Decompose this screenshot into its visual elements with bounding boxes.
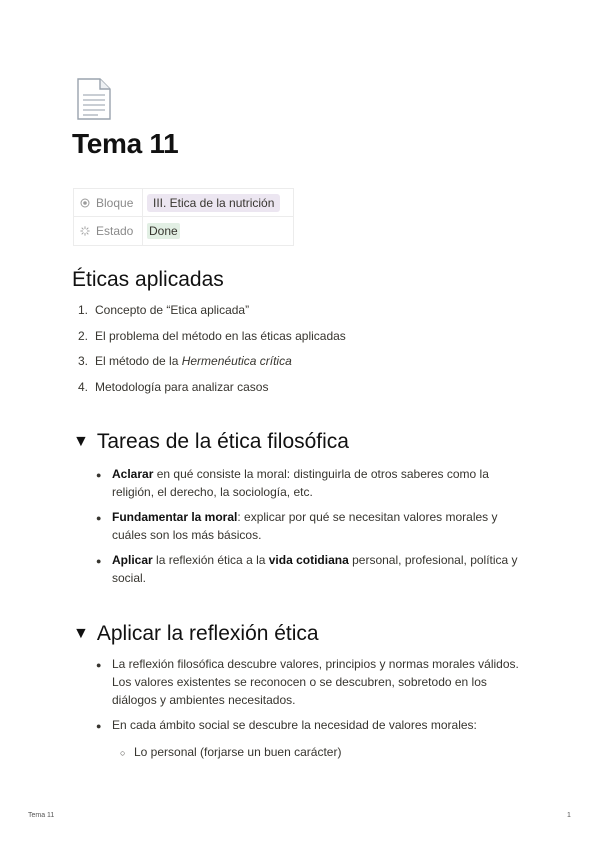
toggle-triangle-icon[interactable]: ▼: [73, 625, 89, 642]
list-number: 2.: [78, 328, 89, 343]
status-icon: [80, 226, 90, 236]
property-value-bloque[interactable]: [143, 189, 293, 216]
hollow-bullet-icon: ○: [120, 748, 126, 758]
list-item-rest: en qué consiste la moral: distinguirla de otros saberes como la religión, el derecho, la sociología, etc.: [112, 467, 489, 499]
list-item: [96, 655, 526, 709]
bloque-tag[interactable]: III. Etica de la nutrición: [147, 194, 280, 212]
status-badge[interactable]: Done: [149, 224, 178, 238]
list-item: [120, 743, 341, 762]
bold-term: Aplicar: [112, 553, 153, 567]
bullet-icon: ●: [96, 660, 102, 670]
list-item: [96, 551, 526, 587]
list-item-emphasis: Hermenéutica crítica: [181, 354, 292, 368]
bullet-list-tareas: [96, 465, 526, 594]
property-value-estado[interactable]: [143, 217, 293, 245]
list-item: [96, 508, 526, 544]
list-item-text: Metodología para analizar casos: [95, 379, 269, 394]
bullet-icon: ●: [96, 513, 102, 523]
list-item: [96, 716, 526, 735]
toggle-triangle-icon[interactable]: ▼: [73, 433, 89, 450]
bullet-icon: ●: [96, 721, 102, 731]
list-item-rest: personal, profesional, política y social.: [112, 553, 518, 585]
list-item-rest: : explicar por qué se necesitan valores morales y cuáles son los más básicos.: [112, 510, 498, 542]
list-item: [78, 380, 346, 406]
list-item-text: Lo personal (forjarse un buen carácter): [134, 745, 342, 759]
toggle-heading-tareas[interactable]: [73, 430, 349, 454]
list-item-text: Concepto de “Etica aplicada”: [95, 303, 250, 317]
list-item-text: El problema del método en las éticas aplicadas: [95, 328, 346, 343]
bullet-icon: ●: [96, 470, 102, 480]
property-row-estado: [74, 217, 293, 245]
list-item-text: [112, 508, 526, 544]
footer-title: Tema 11: [28, 812, 55, 819]
list-number: 3.: [78, 354, 89, 368]
bullet-icon: ●: [96, 556, 102, 566]
list-item-text: [95, 354, 292, 380]
list-item-mid: la reflexión ética a la: [152, 553, 269, 567]
list-item-text-pre: El método de la: [95, 354, 182, 368]
list-item-text: En cada ámbito social se descubre la necesidad de valores morales:: [112, 718, 477, 732]
properties-table: [73, 188, 294, 246]
property-key-estado: [74, 217, 143, 245]
list-number: 1.: [78, 303, 89, 317]
property-key-label: Bloque: [96, 195, 134, 210]
list-item: [78, 329, 346, 355]
property-key-label: Estado: [96, 224, 134, 238]
bullet-list-aplicar: [96, 655, 526, 742]
page-number: 1: [567, 812, 571, 819]
select-icon: [80, 198, 90, 208]
document-icon: [74, 78, 114, 120]
bold-term: vida cotidiana: [268, 553, 349, 567]
section-heading-eticas-aplicadas: Éticas aplicadas: [72, 268, 224, 291]
numbered-list: [78, 303, 346, 405]
list-item: [96, 465, 526, 501]
list-item-text: La reflexión filosófica descubre valores, principios y normas morales válidos. Los valores existentes se reconocen o se descubren, sobretodo en los diálogos y ambientes necesitados.: [112, 657, 519, 707]
bold-term: Aclarar: [112, 467, 154, 481]
list-item-text: [112, 465, 526, 501]
property-key-bloque: [74, 189, 143, 216]
page-title: Tema 11: [72, 128, 179, 159]
section-heading-tareas: Tareas de la ética filosófica: [96, 430, 349, 453]
sub-bullet-list: [120, 743, 341, 762]
section-heading-aplicar: Aplicar la reflexión ética: [96, 622, 319, 645]
list-item-text: [112, 551, 526, 587]
property-row-bloque: [74, 189, 293, 217]
toggle-heading-aplicar[interactable]: [73, 622, 319, 646]
list-item: [78, 354, 346, 380]
list-item: [78, 303, 346, 329]
bold-term: Fundamentar la moral: [112, 510, 238, 524]
list-number: 4.: [78, 379, 89, 394]
